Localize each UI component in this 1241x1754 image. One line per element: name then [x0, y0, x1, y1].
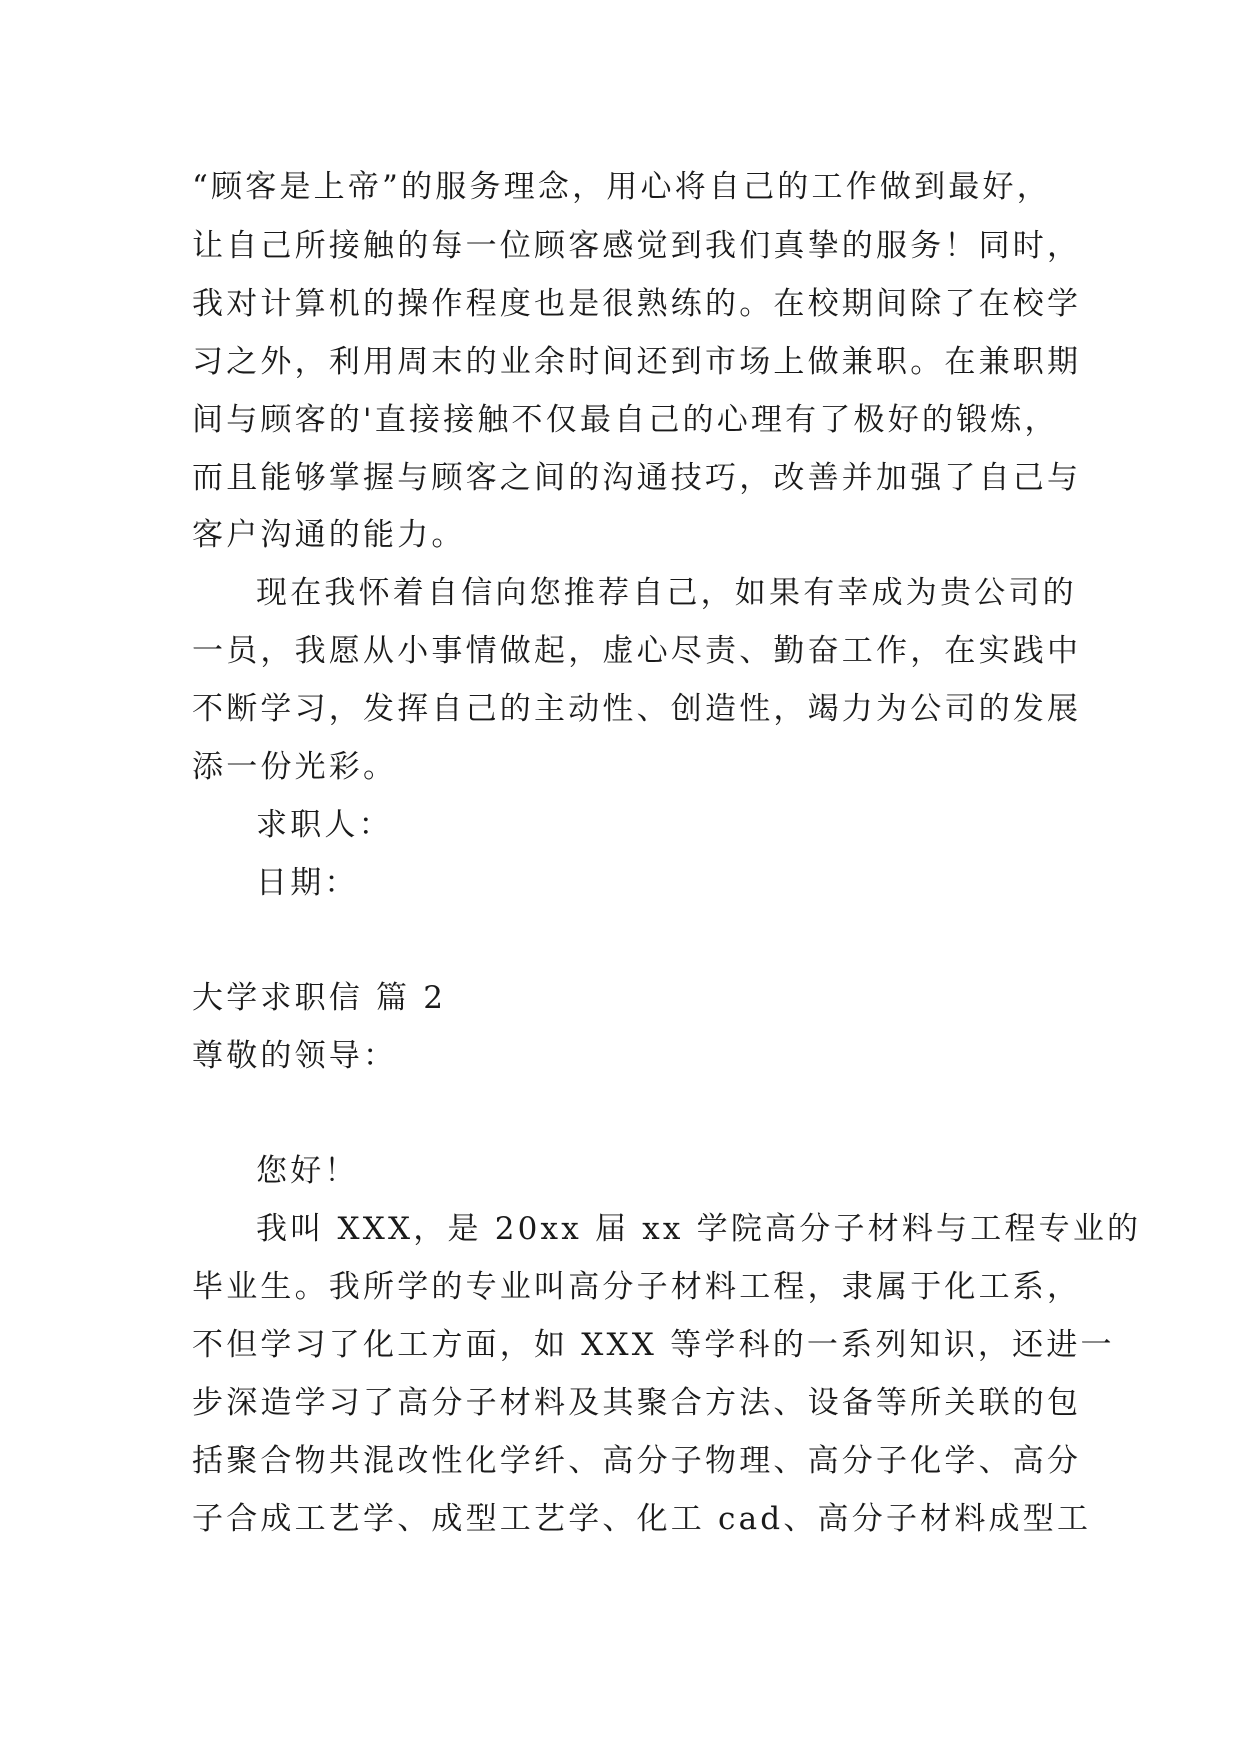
- paragraph-line: 习之外，利用周末的业余时间还到市场上做兼职。在兼职期: [192, 344, 1082, 380]
- paragraph-line: “顾客是上帝”的服务理念，用心将自己的工作做到最好，: [192, 169, 1051, 205]
- date-label: 日期：: [256, 865, 359, 901]
- section-title: 大学求职信 篇 2: [192, 980, 447, 1016]
- paragraph-line: 我对计算机的操作程度也是很熟练的。在校期间除了在校学: [192, 286, 1082, 322]
- paragraph-line: 毕业生。我所学的专业叫高分子材料工程，隶属于化工系，: [192, 1269, 1082, 1305]
- paragraph-line: 不但学习了化工方面，如 XXX 等学科的一系列知识，还进一: [192, 1327, 1115, 1363]
- paragraph-line: 步深造学习了高分子材料及其聚合方法、设备等所关联的包: [192, 1385, 1082, 1421]
- paragraph-line: 子合成工艺学、成型工艺学、化工 cad、高分子材料成型工: [192, 1501, 1092, 1537]
- paragraph-line: 现在我怀着自信向您推荐自己，如果有幸成为贵公司的: [256, 575, 1077, 611]
- paragraph-line: 间与顾客的'直接接触不仅最自己的心理有了极好的锻炼，: [192, 402, 1059, 438]
- paragraph-line: 不断学习，发挥自己的主动性、创造性，竭力为公司的发展: [192, 691, 1082, 727]
- greeting: 您好！: [256, 1153, 359, 1189]
- paragraph-line: 一员，我愿从小事情做起，虚心尽责、勤奋工作，在实践中: [192, 633, 1082, 669]
- paragraph-line: 括聚合物共混改性化学纤、高分子物理、高分子化学、高分: [192, 1443, 1082, 1479]
- paragraph-line: 添一份光彩。: [192, 749, 398, 785]
- paragraph-line: 客户沟通的能力。: [192, 517, 466, 553]
- paragraph-line: 我叫 XXX，是 20xx 届 xx 学院高分子材料与工程专业的: [256, 1211, 1142, 1247]
- applicant-label: 求职人：: [256, 807, 393, 843]
- paragraph-line: 而且能够掌握与顾客之间的沟通技巧，改善并加强了自己与: [192, 460, 1082, 496]
- paragraph-line: 让自己所接触的每一位顾客感觉到我们真挚的服务！同时，: [192, 228, 1082, 264]
- salutation: 尊敬的领导：: [192, 1038, 398, 1074]
